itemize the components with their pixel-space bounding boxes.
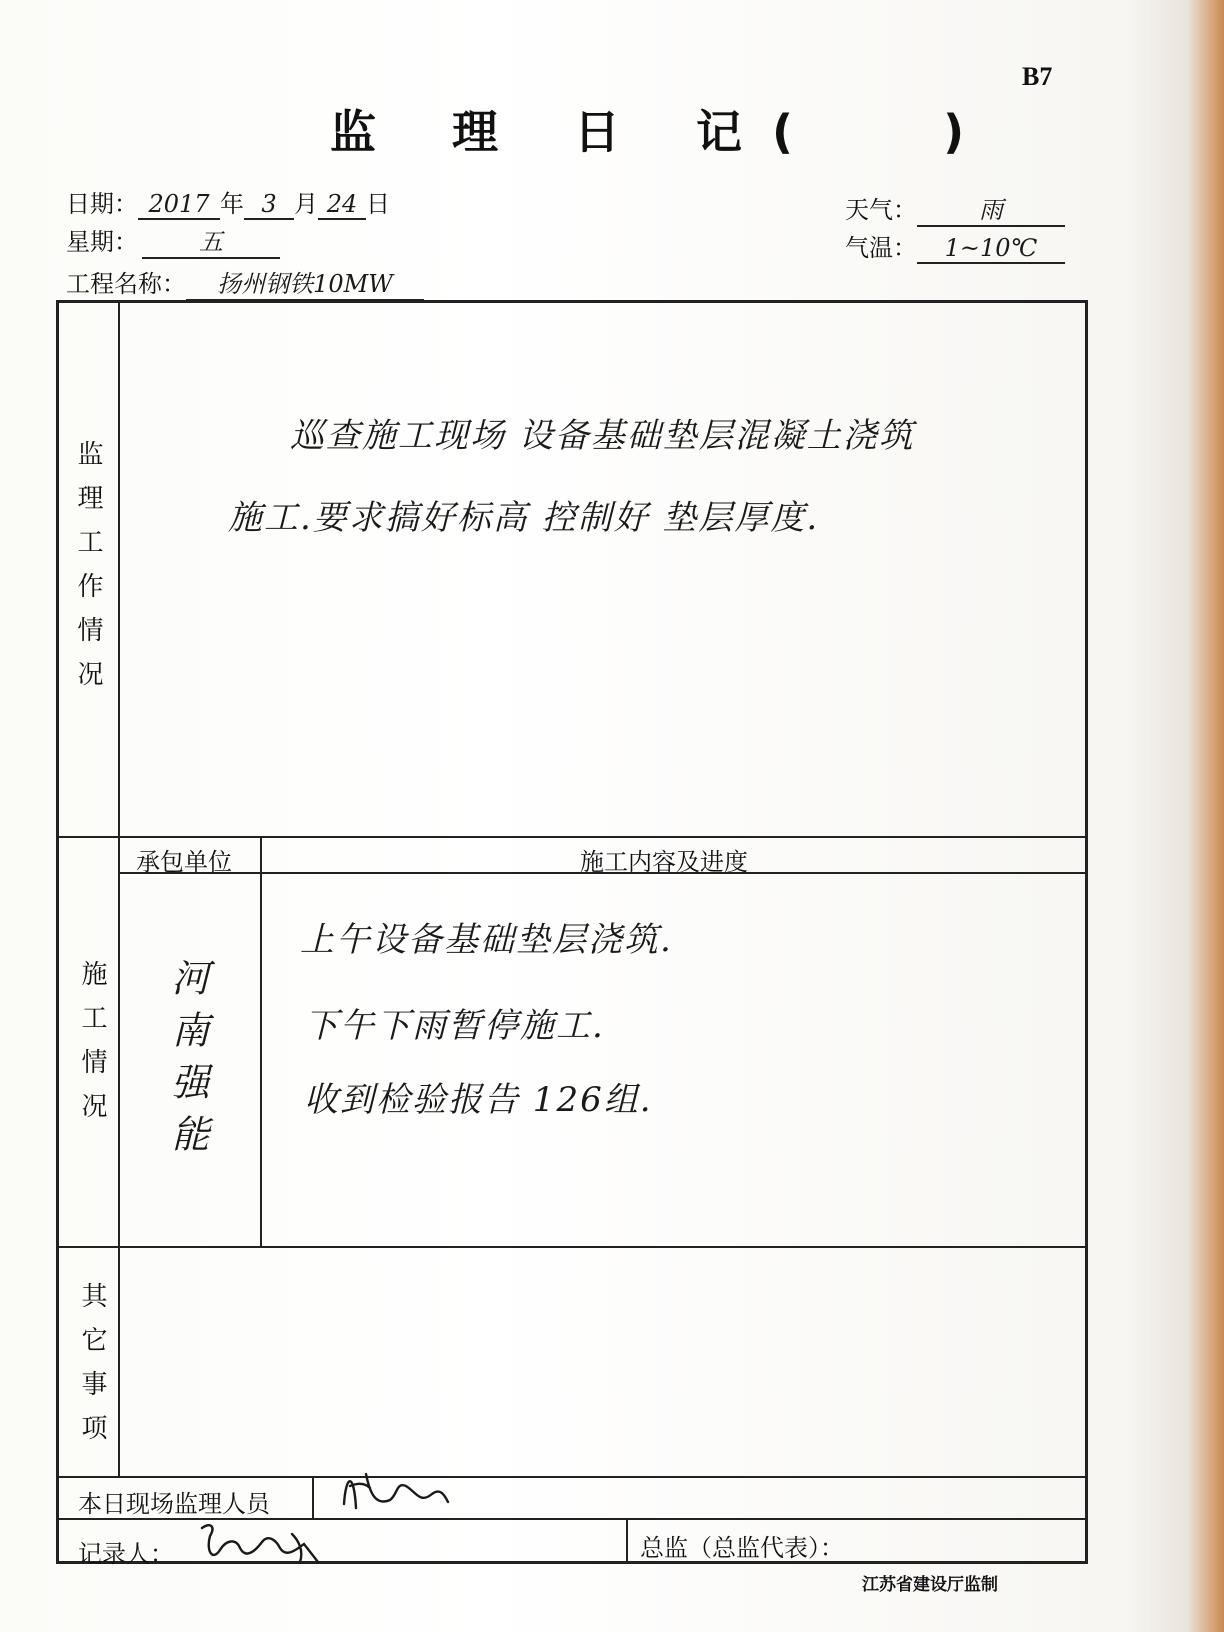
progress-line-1: 上午设备基础垫层浇筑. — [300, 920, 673, 960]
date-label: 日期： — [66, 190, 138, 218]
temperature-row — [845, 228, 1065, 264]
temperature-label: 气温： — [845, 234, 917, 262]
project-name: 扬州钢铁10MW — [186, 264, 424, 301]
other-label: 其它事项 — [77, 1282, 107, 1458]
recorder-signature — [196, 1510, 326, 1580]
issuer-footer: 江苏省建设厅监制 — [862, 1575, 998, 1595]
progress-header: 施工内容及进度 — [580, 848, 748, 876]
date-month: 3 — [244, 190, 294, 220]
title-close: ) — [943, 105, 965, 159]
divider-other — [56, 1476, 1088, 1478]
weekday-row — [66, 222, 280, 259]
supervision-line-1: 巡查施工现场 设备基础垫层混凝土浇筑 — [290, 416, 915, 456]
weather-label: 天气： — [845, 196, 917, 224]
form-code: B7 — [1022, 62, 1053, 91]
supervision-line-2: 施工.要求搞好标高 控制好 垫层厚度. — [228, 498, 820, 538]
chief-label: 总监（总监代表）： — [640, 1534, 844, 1562]
title-main: 监 理 日 记( — [330, 105, 824, 159]
label-column-divider — [118, 300, 120, 1476]
weather-value: 雨 — [917, 190, 1065, 227]
divider-construction — [56, 1246, 1088, 1248]
chief-divider — [626, 1518, 628, 1564]
contractor-header: 承包单位 — [136, 848, 232, 876]
staff-label: 本日现场监理人员 — [78, 1490, 270, 1518]
progress-line-2: 下午下雨暂停施工. — [304, 1006, 605, 1046]
day-unit: 日 — [366, 190, 390, 218]
date-row — [66, 184, 390, 220]
document-title — [330, 96, 964, 162]
year-unit: 年 — [220, 190, 244, 218]
weekday-value: 五 — [142, 222, 280, 259]
progress-line-3: 收到检验报告 126组. — [304, 1080, 653, 1120]
staff-signature — [336, 1464, 456, 1524]
contractor-name: 河南强能 — [165, 958, 209, 1166]
temperature-value: 1~10℃ — [917, 234, 1065, 264]
project-label: 工程名称： — [66, 270, 186, 298]
contractor-column-divider — [260, 836, 262, 1246]
recorder-label: 记录人： — [78, 1540, 174, 1568]
weekday-label: 星期： — [66, 228, 138, 256]
date-year: 2017 — [138, 190, 220, 220]
supervision-label: 监理工作情况 — [73, 440, 103, 704]
date-day: 24 — [318, 190, 366, 220]
divider-supervision — [56, 836, 1088, 838]
project-row — [66, 264, 424, 301]
month-unit: 月 — [294, 190, 318, 218]
weather-row — [845, 190, 1065, 227]
construction-label: 施工情况 — [77, 960, 107, 1136]
